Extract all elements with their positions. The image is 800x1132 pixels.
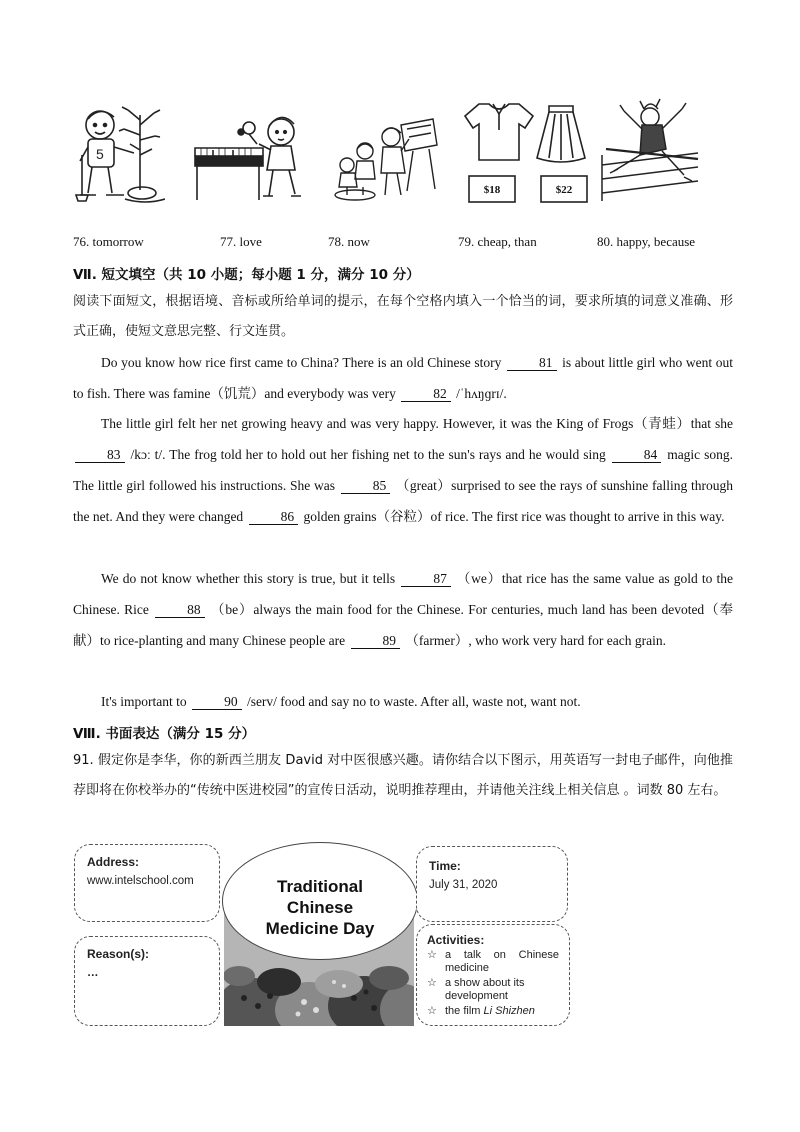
poster-title-bubble	[222, 842, 418, 960]
star-icon: ☆	[427, 977, 437, 989]
blank-87: 87	[401, 572, 451, 587]
reasons-label: Reason(s):	[87, 947, 150, 961]
blank-88: 88	[155, 603, 205, 618]
activities-label: Activities:	[427, 933, 485, 947]
blank-84: 84	[612, 448, 662, 463]
runner-finishing-race-icon	[600, 95, 700, 205]
blank-86: 86	[249, 510, 299, 525]
shirt-price: $18	[483, 184, 501, 196]
section8-title: Ⅷ. 书面表达（满分 15 分）	[73, 726, 256, 742]
activity-item: ☆ the film Li Shizhen	[427, 1005, 535, 1017]
skirt-price: $22	[555, 184, 573, 196]
caption-78: 78. now	[328, 234, 370, 249]
star-icon: ☆	[427, 949, 437, 961]
activities-box	[416, 924, 570, 1026]
poster-title-line3: Medicine Day	[265, 918, 375, 938]
svg-text:5: 5	[96, 146, 104, 162]
address-box	[74, 844, 220, 922]
children-painting-icon	[333, 115, 438, 205]
blank-89: 89	[351, 634, 401, 649]
star-icon: ☆	[427, 1005, 437, 1017]
caption-77: 77. love	[220, 234, 262, 249]
activity-item: ☆ a show about its development	[427, 977, 525, 1002]
caption-76: 76. tomorrow	[73, 234, 144, 249]
time-label: Time:	[429, 859, 461, 873]
passage-paragraph-4: It's important to 90 /serv/ food and say no to waste. After all, waste not, want not.	[101, 694, 581, 709]
caption-80: 80. happy, because	[597, 234, 696, 249]
address-label: Address:	[87, 855, 140, 869]
reasons-value: …	[87, 967, 101, 979]
time-value: July 31, 2020	[429, 879, 498, 891]
passage-paragraph-1: Do you know how rice first came to China? There is an old Chinese story 81 is about little girl who went out to fish. There was famine（饥荒）and everybody was very 82 /ˈhʌŋɡrɪ/.	[73, 355, 733, 401]
boy-planting-tree-icon	[70, 95, 165, 205]
shirt-and-skirt-price-icon	[463, 100, 593, 205]
reasons-box	[74, 936, 220, 1026]
time-box	[416, 846, 568, 922]
address-value: www.intelschool.com	[87, 875, 194, 887]
blank-82: 82	[401, 387, 451, 402]
blank-90: 90	[192, 695, 242, 710]
medicine-day-poster	[74, 842, 574, 1028]
poster-title-line1: Traditional	[277, 876, 363, 896]
boy-playing-ping-pong-icon	[193, 110, 303, 205]
caption-79: 79. cheap, than	[458, 234, 537, 249]
passage-paragraph-2: The little girl felt her net growing heavy and was very happy. However, it was the King of Frogs（青蛙）that she 83 /kɔː t/. The frog told her to hold out her fishing net to the sun's rays and he would sing 84 magic song. The little girl followed his instructions. She was 85 （great）surprised to see the rays of sunshine falling through the net. And they were changed 86 golden grains（谷粒）of rice. The first rice was thought to arrive in this way.	[73, 416, 734, 524]
section7-instruction: 阅读下面短文，根据语境、音标或所给单词的提示，在每个空格内填入一个恰当的词，要求所填的词意义准确、形式正确，使短文意思完整、行文连贯。	[73, 294, 733, 339]
writing-prompt: 91. 假定你是李华，你的新西兰朋友 David 对中医很感兴趣。请你结合以下图示，用英语写一封电子邮件，向他推荐即将在你校举办的“传统中医进校园”的宣传日活动，说明推荐理由，并请他关注线上相关信息 。词数 80 左右。	[73, 753, 733, 798]
passage-paragraph-3: We do not know whether this story is true, but it tells 87 （we）that rice has the same value as gold to the Chinese. Rice 88 （be）always the main food for the Chinese. For centuries, much land has been devoted（奉献）to rice-planting and many Chinese people are 89 （farmer）, who work very hard for each grain.	[73, 571, 734, 648]
activity-item: ☆ a talk on Chinese medicine	[427, 949, 559, 974]
blank-81: 81	[507, 356, 557, 371]
blank-83: 83	[75, 448, 125, 463]
blank-85: 85	[341, 479, 391, 494]
section7-title: Ⅶ. 短文填空（共 10 小题；每小题 1 分，满分 10 分）	[73, 267, 420, 283]
poster-title-line2: Chinese	[286, 897, 354, 917]
